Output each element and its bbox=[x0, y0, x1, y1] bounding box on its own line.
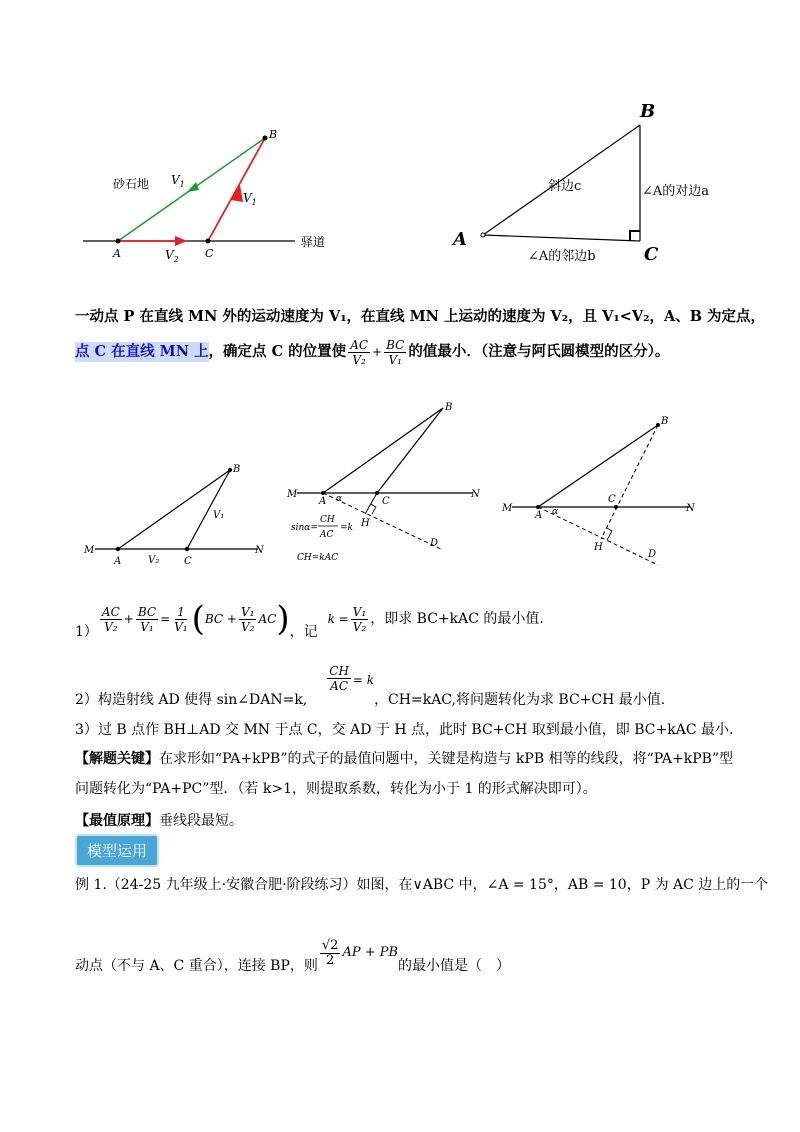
fig5-c: C bbox=[608, 494, 616, 505]
fig2-point-c: C bbox=[644, 244, 659, 265]
step-2: 2）构造射线 AD 使得 sin∠DAN=k, $\frac{CH}{AC}$ = k ，CH=kAC,将问题转化为求 BC+CH 最小值. bbox=[75, 664, 666, 708]
fig4-h: H bbox=[361, 518, 370, 529]
figure-road-sand bbox=[75, 120, 345, 270]
figure-perpendicular bbox=[500, 410, 700, 575]
fig4-m: M bbox=[287, 489, 298, 500]
fig1-v1-sub: 1 bbox=[179, 180, 185, 189]
intro-frac-b: $\frac{BC}{\text{V₁}}$ bbox=[386, 337, 405, 367]
example-line-2: 动点（不与 A、C 重合），连接 BP，则 $\frac{√2}{2}$ AP + PB 的最小值是（ ） bbox=[75, 937, 511, 974]
fig4-n: N bbox=[471, 489, 480, 500]
fig1-v2: V bbox=[165, 248, 174, 262]
figure-construct-ray bbox=[285, 400, 485, 570]
intro-highlight: 点 C 在直线 MN 上 bbox=[75, 343, 209, 360]
fig3-c: C bbox=[184, 556, 192, 567]
fig3-b: B bbox=[233, 464, 241, 475]
fig3-n: N bbox=[255, 545, 264, 556]
fig4-sin-eq: =k bbox=[340, 523, 353, 533]
fig1-label-road: 驿道 bbox=[301, 235, 326, 249]
fig5-m: M bbox=[502, 503, 513, 514]
fig5-h: H bbox=[594, 542, 603, 553]
fig5-a: A bbox=[535, 510, 543, 521]
fig5-n: N bbox=[686, 503, 695, 514]
fig1-label-region: 砂石地 bbox=[113, 177, 150, 191]
key-line-1: 【解题关键】在求形如“PA+kPB”的式子的最值问题中，关键是构造与 kPB 相等的线段，将“PA+kPB”型 bbox=[75, 751, 734, 767]
fig3-a: A bbox=[114, 556, 122, 567]
fig1-point-c: C bbox=[205, 247, 214, 260]
principle: 【最值原理】垂线段最短。 bbox=[75, 813, 243, 829]
fig2-point-a: A bbox=[453, 229, 467, 250]
step-3: 3）过 B 点作 BH⊥AD 交 MN 于点 C，交 AD 于 H 点，此时 BC+CH 取到最小值，即 BC+kAC 最小. bbox=[75, 722, 734, 738]
fig4-sin-label: sinα= bbox=[291, 523, 318, 533]
fig3-v2: V₂ bbox=[148, 555, 160, 566]
fig4-a: A bbox=[319, 496, 327, 507]
fig1-v1: V bbox=[171, 173, 180, 187]
intro-line-2a: ，确定点 C 的位置使 bbox=[208, 343, 347, 360]
fig5-b: B bbox=[661, 416, 669, 427]
figure-right-triangle bbox=[448, 95, 710, 270]
key-line-2: 问题转化为“PA+PC”型．（若 k>1，则提取系数，转化为小于 1 的形式解决即可）。 bbox=[75, 781, 597, 797]
svg-text:V2 bbox=[165, 248, 179, 264]
fig1-point-a: A bbox=[113, 247, 121, 260]
intro-line-2b: 的值最小．（注意与阿氏圆模型的区分）。 bbox=[408, 343, 670, 360]
fig2-hypotenuse: 斜边c bbox=[548, 179, 582, 194]
fig2-opposite: ∠A的对边a bbox=[642, 184, 710, 199]
fig4-sin-num: CH bbox=[320, 515, 335, 525]
fig1-v1b-sub: 1 bbox=[251, 198, 257, 207]
fig1-v2-sub: 2 bbox=[173, 255, 179, 264]
fig3-v1: V₁ bbox=[213, 510, 225, 521]
intro-frac-a: $\frac{AC}{\text{V₂}}$ bbox=[350, 337, 369, 367]
section-badge: 模型运用 bbox=[75, 834, 159, 867]
fig4-d: D bbox=[430, 538, 439, 549]
fig2-point-b: B bbox=[640, 101, 656, 122]
fig4-alpha: α bbox=[336, 494, 343, 504]
intro-line-1: 一动点 P 在直线 MN 外的运动速度为 V₁，在直线 MN 上运动的速度为 V₂，且 V₁<V₂，A、B 为定点， bbox=[75, 308, 766, 325]
svg-text:V1 bbox=[171, 173, 185, 189]
fig4-sin-den: AC bbox=[320, 530, 334, 540]
svg-text:V1 bbox=[243, 191, 257, 207]
intro-line-2: 点 C 在直线 MN 上 ，确定点 C 的位置使 $\frac{AC}{\text{V₂}}$ + $\frac{BC}{\text{V₁}}$ 的值最小．（注意与阿氏圆模型的区分）。 bbox=[75, 337, 670, 367]
fig4-b: B bbox=[445, 402, 453, 413]
fig4-ch: CH=kAC bbox=[297, 553, 339, 563]
fig1-point-b: B bbox=[269, 128, 278, 141]
figure-basic-model bbox=[80, 460, 270, 570]
fig1-v1b: V bbox=[243, 191, 252, 205]
fig3-m: M bbox=[84, 545, 95, 556]
step-1: 1） $\frac{AC}{\text{V₂}}$ + $\frac{BC}{\text{V₁}}$ = $\frac{1}{\text{V₁}}$ ( BC + $\frac{\text{V₁}}{\text{V₂}}$ AC ) ，记 k = $\frac{\text{V₁}}{\text{V₂}}$ ，即求 BC+kAC 的最小值. bbox=[75, 599, 544, 640]
fig5-alpha: α bbox=[552, 507, 559, 517]
fig2-adjacent: ∠A的邻边b bbox=[528, 249, 596, 264]
fig4-c: C bbox=[382, 496, 390, 507]
example-line-1: 例 1.（24-25 九年级上·安徽合肥·阶段练习）如图，在∨ABC 中，∠A = 15°，AB = 10，P 为 AC 边上的一个 bbox=[75, 877, 769, 893]
fig5-d: D bbox=[648, 549, 657, 560]
